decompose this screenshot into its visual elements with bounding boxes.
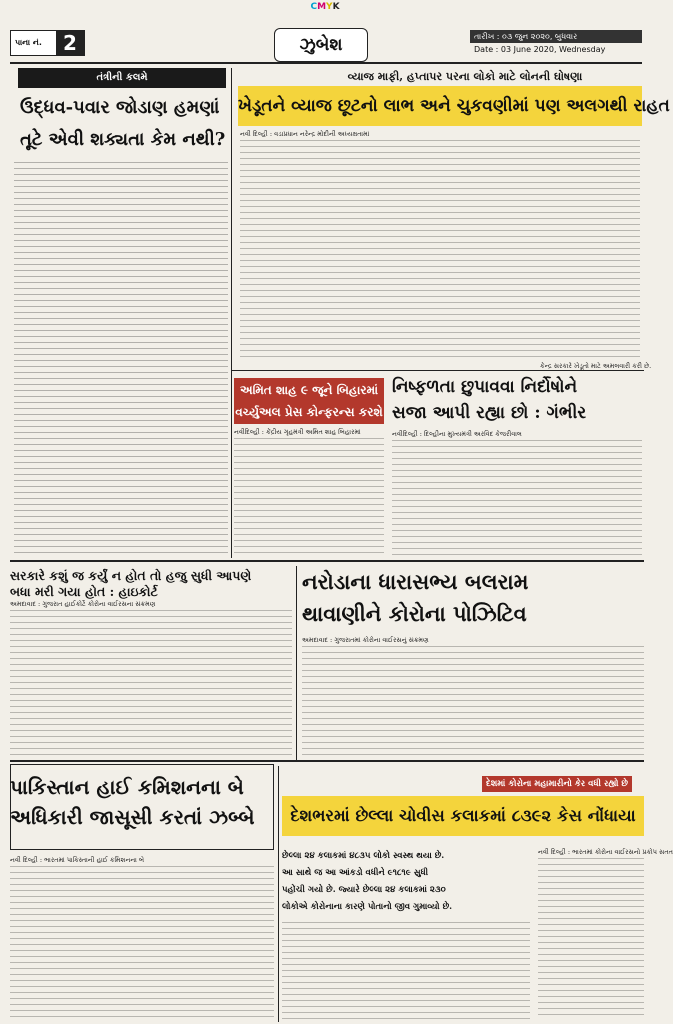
editorial-headline	[20, 92, 230, 156]
masthead-logo: ઝુબેશ	[274, 28, 368, 62]
pakistan-body-text	[10, 866, 274, 1020]
naroda-headline-line-2: થાવાણીને કોરોના પોઝિટિવ	[302, 601, 527, 626]
lead-body-text	[240, 140, 640, 362]
lead-closing-line: કેન્દ્ર સરકારે ખેડૂતો માટે અમલવારી કરી છે.	[540, 362, 652, 370]
covid-summary-line: આ સાથે જ આ આંકડો વધીને ૯૧૮૧૯ સુધી	[282, 868, 429, 878]
editorial-section-label: તંત્રીની કલમે	[18, 68, 226, 88]
cmyk-m: M	[317, 2, 327, 12]
covid-summary	[282, 848, 530, 916]
covid-kicker: દેશમાં કોરોના મહામારીનો કેર વધી રહ્યો છે	[482, 776, 632, 792]
cmyk-k: K	[332, 2, 340, 12]
naroda-headline-line-1: નરોડાના ધારાસભ્ય બલરામ	[302, 569, 529, 594]
gambhir-headline-line-2: સજા આપી રહ્યા છો : ગંભીર	[392, 403, 587, 423]
column-divider	[278, 766, 279, 1022]
covid-opening-line: નવી દિલ્હી : ભારતમાં કોરોના વાઈરસનો પ્રકોપ સતત	[538, 848, 673, 856]
covid-side-column-text	[538, 858, 644, 1020]
covid-body-text	[282, 922, 530, 1020]
header-rule	[10, 62, 642, 64]
bihar-kicker: અમિત શાહ ૯ જૂને બિહારમાં	[239, 383, 379, 397]
lead-headline: ખેડૂતને વ્યાજ છૂટનો લાભ અને ચુકવણીમાં પણ અલગથી રાહત	[238, 86, 642, 126]
covid-summary-line: લોકોએ કોરોનાના કારણે પોતાનો જીવ ગુમાવ્યો છે.	[282, 902, 453, 912]
lead-strapline: વ્યાજ માફી, હપ્તાપર પરના લોકો માટે લોનની ઘોષણા	[347, 70, 583, 83]
naroda-body-text	[302, 646, 644, 756]
bihar-headline-box	[234, 378, 384, 424]
lead-opening-line: નવી દિલ્હી : વડાપ્રધાન નરેન્દ્ર મોદીની અધ્યક્ષતામાં	[240, 130, 370, 138]
naroda-headline	[302, 566, 646, 630]
gambhir-headline	[392, 374, 644, 426]
pakistan-opening-line: નવી દિલ્હી : ભારતમાં પાકિસ્તાની હાઈ કમિશનના બે	[10, 856, 145, 864]
bihar-opening-line: નવીદિલ્હી : કેંદ્રીય ગૃહમંત્રી અમિત શાહ બિહારમાં	[234, 428, 361, 436]
gambhir-opening-line: નવીદિલ્હી : દિલ્હીના મુખ્યમંત્રી અરવિંદ કેજરીવાલ	[392, 430, 522, 438]
date-gujarati: તારીખ : ૦૩ જુન ૨૦૨૦, બુધવાર	[470, 30, 642, 43]
date-box	[470, 30, 642, 58]
section-rule	[10, 560, 644, 562]
gambhir-headline-line-1: નિષ્ફળતા છુપાવવા નિર્દોષોને	[392, 377, 578, 397]
naroda-opening-line: અમદાવાદ : ગુજરાતમાં કોરોના વાઈરસનું સંક્રમણ	[302, 636, 429, 644]
column-divider	[296, 566, 297, 760]
covid-headline: દેશભરમાં છેલ્લા ચોવીસ કલાકમાં ૮૩૯૨ કેસ નોંધાયા	[282, 796, 644, 836]
date-english: Date : 03 June 2020, Wednesday	[474, 45, 606, 54]
editorial-headline-line-1: ઉદ્ધવ-પવાર જોડાણ હમણાં	[20, 97, 220, 118]
highcourt-headline: સરકારે કશું જ કર્યું ન હોત તો હજુ સુધી આપણે બધા મરી ગયા હોત : હાઇકોર્ટ	[10, 568, 252, 599]
covid-summary-line: છેલ્લા ૨૪ કલાકમાં ૪૮૩૫ લોકો સ્વસ્થ થયા છે.	[282, 851, 445, 861]
highcourt-body-text	[10, 610, 292, 756]
section-rule	[232, 370, 644, 371]
cmyk-marker	[0, 2, 650, 12]
cmyk-y: Y	[326, 2, 333, 12]
section-rule	[10, 760, 644, 762]
pakistan-headline	[10, 772, 270, 832]
cmyk-c: C	[310, 2, 318, 12]
column-divider	[231, 68, 232, 558]
editorial-body-text	[14, 162, 228, 556]
page-number: 2	[56, 30, 84, 56]
page-number-box	[10, 30, 85, 56]
bihar-body-text	[234, 438, 384, 556]
highcourt-opening-line: અમદાવાદ : ગુજરાત હાઈકોર્ટે કોરોના વાઈરસના સંક્રમણ	[10, 600, 156, 608]
editorial-headline-line-2: તૂટે એવી શક્યતા કેમ નથી?	[20, 129, 226, 150]
pakistan-headline-line-1: પાકિસ્તાન હાઈ કમિશનના બે	[10, 775, 244, 799]
bihar-headline: વર્ચ્યુઅલ પ્રેસ કોન્ફરન્સ કરશે	[235, 405, 383, 419]
page-label: પાના નં.	[15, 38, 42, 47]
gambhir-body-text	[392, 440, 642, 556]
covid-summary-line: પહોંચી ગયો છે. જ્યારે છેલ્લા ૨૪ કલાકમાં ૨૩૦	[282, 885, 446, 895]
pakistan-headline-line-2: અધિકારી જાસૂસી કરતાં ઝબ્બે	[10, 805, 255, 829]
